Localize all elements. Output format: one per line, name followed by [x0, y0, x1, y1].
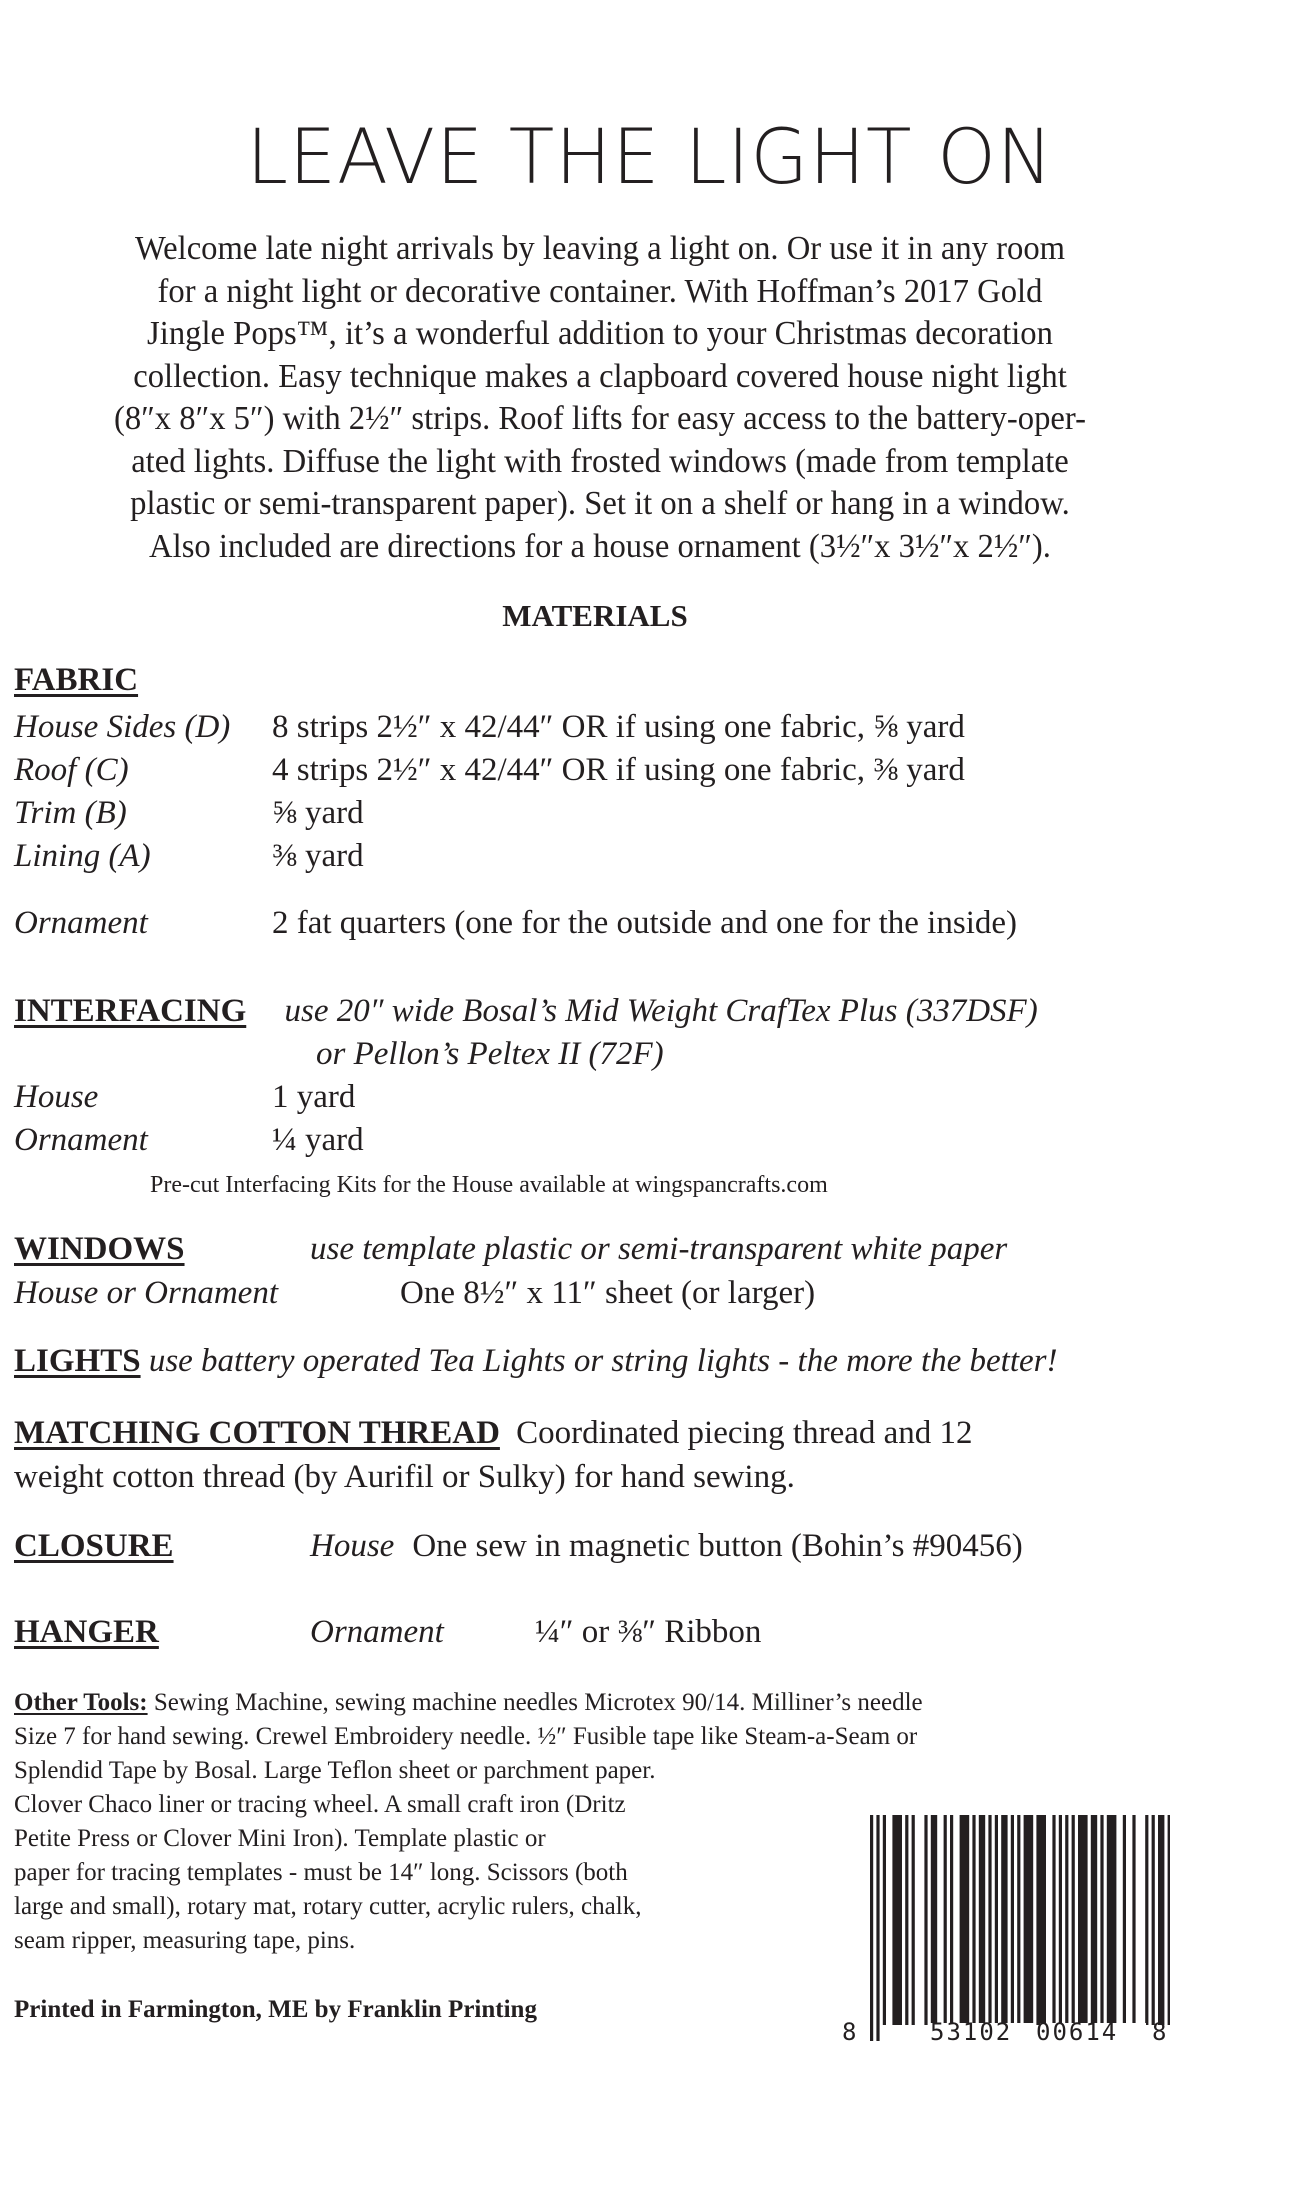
other-tools-line: Size 7 for hand sewing. Crewel Embroidery needle. ½″ Fusible tape like Steam-a-Seam or [14, 1723, 918, 1750]
barcode-bar [995, 1815, 998, 2041]
barcode [840, 1815, 1170, 2045]
closure-row [14, 1525, 1023, 1568]
barcode-bar [1132, 1815, 1135, 2041]
fabric-row-value: ⅜ yard [272, 838, 364, 874]
barcode-bar [1017, 1815, 1020, 2025]
barcode-bars [870, 1815, 1170, 2041]
fabric-row [14, 902, 1017, 945]
interfacing-row-value: 1 yard [272, 1079, 356, 1115]
fabric-row-label: Ornament [14, 905, 148, 941]
interfacing-note-cont: or Pellon’s Peltex II (72F) [316, 1036, 664, 1072]
fabric-row-label: Roof (C) [14, 752, 129, 788]
barcode-bar [1072, 1815, 1075, 2025]
barcode-number-system: 8 [842, 2018, 857, 2045]
other-tools-line: Clover Chaco liner or tracing wheel. A small craft iron (Dritz [14, 1791, 626, 1818]
hanger-heading: HANGER [14, 1614, 159, 1650]
barcode-bar [1145, 1815, 1148, 2025]
barcode-bar [924, 1815, 927, 2025]
barcode-bar [1052, 1815, 1055, 2025]
barcode-bar [1078, 1815, 1088, 2025]
closure-heading: CLOSURE [14, 1528, 174, 1564]
windows-row-value: One 8½″ x 11″ sheet (or larger) [400, 1275, 816, 1311]
barcode-bar [1158, 1815, 1164, 2025]
barcode-bar [892, 1815, 902, 2025]
thread-row [14, 1412, 973, 1455]
other-tools-line: seam ripper, measuring tape, pins. [14, 1927, 356, 1954]
fabric-row [14, 706, 965, 749]
intro-line: Also included are directions for a house ornament (3½″x 3½″x 2½″). [149, 527, 1051, 565]
barcode-bar [1001, 1815, 1007, 2041]
other-tools-line: Petite Press or Clover Mini Iron). Template plastic or [14, 1825, 546, 1852]
barcode-bar [1036, 1815, 1046, 2025]
barcode-bar [1168, 1815, 1170, 2025]
other-tools-text: Sewing Machine, sewing machine needles Microtex 90/14. Milliner’s needle [147, 1689, 923, 1716]
fabric-heading: FABRIC [14, 662, 139, 698]
fabric-row-label: Trim (B) [14, 795, 127, 831]
fabric-row-value: ⅝ yard [272, 795, 364, 831]
other-tools-line: paper for tracing templates - must be 14″ long. Scissors (both [14, 1859, 628, 1886]
intro-line: Jingle Pops™, it’s a wonderful addition to your Christmas decoration [147, 315, 1053, 352]
intro-line: collection. Easy technique makes a clapboard covered house night light [133, 357, 1067, 395]
barcode-bar [876, 1815, 879, 2041]
lights-row [14, 1340, 1057, 1383]
windows-heading: WINDOWS [14, 1231, 185, 1267]
page-title: LEAVE THE LIGHT ON [246, 112, 1054, 201]
other-tools-line: Splendid Tape by Bosal. Large Teflon sheet or parchment paper. [14, 1757, 656, 1784]
barcode-bar [1024, 1815, 1034, 2025]
interfacing-row-label: Ornament [14, 1122, 148, 1158]
interfacing-row [14, 1076, 355, 1119]
barcode-right-digits: 00614 [1036, 2018, 1119, 2045]
fabric-row-value: 4 strips 2½″ x 42/44″ OR if using one fabric, ⅜ yard [272, 752, 965, 788]
thread-heading: MATCHING COTTON THREAD [14, 1415, 500, 1451]
other-tools-line [14, 1686, 923, 1720]
barcode-bar [1065, 1815, 1068, 2025]
windows-row [14, 1272, 815, 1315]
barcode-bar [1091, 1815, 1097, 2025]
barcode-bar [883, 1815, 886, 2025]
interfacing-heading: INTERFACING [14, 993, 247, 1029]
interfacing-row-value: ¼ yard [272, 1122, 364, 1158]
intro-line: ated lights. Diffuse the light with frosted windows (made from template [131, 442, 1069, 480]
barcode-bar [944, 1815, 947, 2025]
thread-text: Coordinated piecing thread and 12 [516, 1415, 973, 1451]
intro-line: Welcome late night arrivals by leaving a light on. Or use it in any room [134, 230, 1066, 267]
fabric-row-label: Lining (A) [14, 838, 151, 874]
interfacing-note: use 20″ wide Bosal’s Mid Weight CrafTex Plus (337DSF) [284, 993, 1038, 1029]
interfacing-row [14, 1119, 364, 1162]
barcode-bar [1011, 1815, 1014, 2025]
hanger-row [14, 1611, 761, 1654]
barcode-bar [905, 1815, 908, 2025]
barcode-bar [1107, 1815, 1117, 2025]
intro-paragraph [34, 228, 1167, 568]
intro-line: plastic or semi-transparent paper). Set it on a shelf or hang in a window. [130, 485, 1070, 522]
printed-by: Printed in Farmington, ME by Franklin Printing [14, 1996, 537, 2023]
barcode-bar [1059, 1815, 1062, 2025]
interfacing-row-label: House [14, 1079, 99, 1115]
lights-note: use battery operated Tea Lights or string lights - the more the better! [148, 1343, 1058, 1379]
hanger-label: Ornament [310, 1614, 444, 1650]
other-tools-heading: Other Tools: [14, 1689, 148, 1716]
other-tools [14, 1686, 923, 1958]
barcode-bar [931, 1815, 937, 2025]
other-tools-line: large and small), rotary mat, rotary cutter, acrylic rulers, chalk, [14, 1893, 642, 1920]
materials-heading: MATERIALS [502, 598, 688, 633]
barcode-bar [1100, 1815, 1103, 2025]
hanger-value: ¼″ or ⅜″ Ribbon [535, 1614, 762, 1650]
closure-value: One sew in magnetic button (Bohin’s #90456) [412, 1528, 1023, 1564]
barcode-check-digit: 8 [1152, 2018, 1167, 2045]
fabric-row [14, 792, 364, 835]
windows-row-label: House or Ornament [14, 1275, 278, 1311]
fabric-row-value: 8 strips 2½″ x 42/44″ OR if using one fabric, ⅝ yard [272, 709, 965, 745]
barcode-bar [988, 1815, 991, 2025]
thread-text-cont: weight cotton thread (by Aurifil or Sulky) for hand sewing. [14, 1459, 795, 1495]
fabric-section [14, 662, 138, 699]
intro-line: for a night light or decorative container. With Hoffman’s 2017 Gold [157, 272, 1043, 310]
barcode-bar [1123, 1815, 1126, 2041]
barcode-bar [1152, 1815, 1155, 2025]
barcode-bar [972, 1815, 975, 2025]
intro-line: (8″x 8″x 5″) with 2½″ strips. Roof lifts for easy access to the battery-oper- [114, 400, 1086, 437]
windows-header-row [14, 1228, 1007, 1271]
fabric-row [14, 749, 965, 792]
barcode-bar [912, 1815, 915, 2025]
barcode-left-digits: 53102 [930, 2018, 1013, 2045]
fabric-row [14, 835, 364, 878]
barcode-bar [979, 1815, 985, 2025]
lights-heading: LIGHTS [14, 1343, 141, 1379]
barcode-bar [870, 1815, 873, 2041]
windows-note: use template plastic or semi-transparent white paper [310, 1231, 1008, 1267]
closure-label: House [310, 1528, 395, 1564]
fabric-row-value: 2 fat quarters (one for the outside and one for the inside) [272, 905, 1017, 941]
barcode-bar [960, 1815, 970, 2025]
interfacing-header-row [14, 990, 1038, 1033]
barcode-bar [950, 1815, 953, 2025]
fabric-row-label: House Sides (D) [14, 709, 231, 745]
interfacing-kits-note: Pre-cut Interfacing Kits for the House available at wingspancrafts.com [150, 1172, 828, 1198]
